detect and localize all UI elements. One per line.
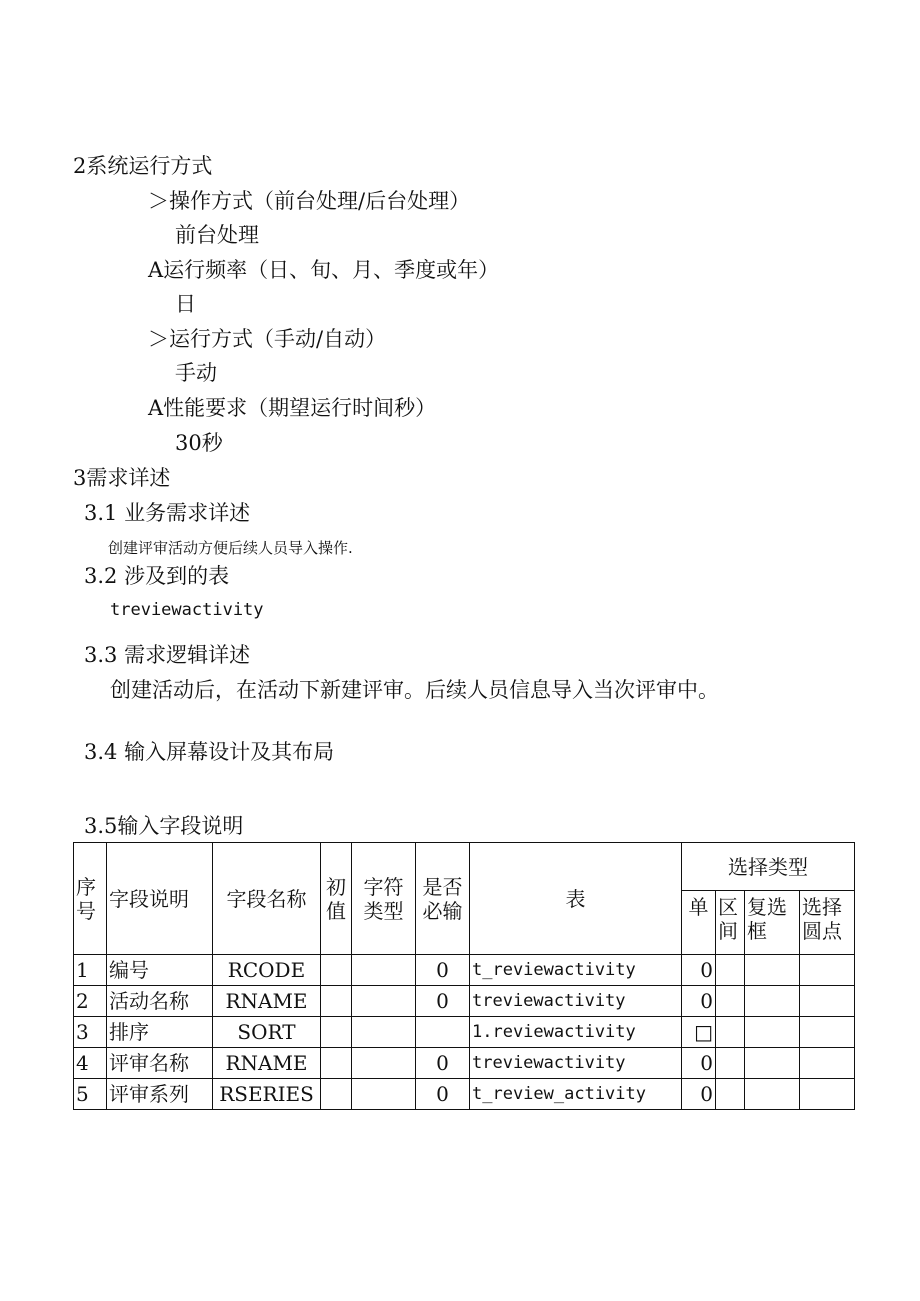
cell-init xyxy=(321,1079,352,1110)
cell-table: t_review_activity xyxy=(470,1079,682,1110)
run-method-label: ＞运行方式（手动/自动） xyxy=(148,327,387,351)
section-3-5-title: 3.5输入字段说明 xyxy=(84,814,244,838)
header-table: 表 xyxy=(470,843,682,955)
performance-value: 30秒 xyxy=(175,431,223,455)
cell-init xyxy=(321,1017,352,1048)
cell-required xyxy=(416,1017,470,1048)
cell-range xyxy=(716,1048,745,1079)
cell-name: SORT xyxy=(213,1017,321,1048)
cell-radio xyxy=(800,986,855,1017)
operation-mode-value: 前台处理 xyxy=(175,223,259,247)
table-row xyxy=(74,1048,855,1079)
run-frequency-value: 日 xyxy=(175,292,196,316)
cell-desc: 评审系列 xyxy=(107,1079,213,1110)
cell-name: RNAME xyxy=(213,1048,321,1079)
cell-single: 0 xyxy=(682,1079,716,1110)
header-checkbox: 复选框 xyxy=(745,891,800,955)
section-3-2-title: 3.2 涉及到的表 xyxy=(84,564,230,588)
cell-radio xyxy=(800,1079,855,1110)
run-method-value: 手动 xyxy=(175,361,217,385)
cell-checkbox xyxy=(745,986,800,1017)
header-initial-value: 初值 xyxy=(321,843,352,955)
cell-name: RNAME xyxy=(213,986,321,1017)
cell-desc: 活动名称 xyxy=(107,986,213,1017)
cell-single: 0 xyxy=(682,955,716,986)
run-frequency-label: A运行频率（日、旬、月、季度或年） xyxy=(148,258,500,282)
header-single: 单 xyxy=(682,891,716,955)
header-required: 是否必输 xyxy=(416,843,470,955)
cell-single: 0 xyxy=(682,986,716,1017)
cell-single: 0 xyxy=(682,1048,716,1079)
cell-init xyxy=(321,1048,352,1079)
cell-range xyxy=(716,955,745,986)
cell-checkbox xyxy=(745,1048,800,1079)
cell-radio xyxy=(800,955,855,986)
header-field-desc: 字段说明 xyxy=(107,843,213,955)
table-row xyxy=(74,1079,855,1110)
cell-desc: 排序 xyxy=(107,1017,213,1048)
table-row xyxy=(74,986,855,1017)
table-row xyxy=(74,955,855,986)
cell-seq: 5 xyxy=(74,1079,107,1110)
section-3-1-title: 3.1 业务需求详述 xyxy=(84,501,251,525)
cell-single: □ xyxy=(682,1017,716,1048)
cell-radio xyxy=(800,1017,855,1048)
cell-name: RCODE xyxy=(213,955,321,986)
cell-seq: 4 xyxy=(74,1048,107,1079)
cell-ctype xyxy=(352,986,416,1017)
cell-ctype xyxy=(352,955,416,986)
cell-required: 0 xyxy=(416,986,470,1017)
cell-required: 0 xyxy=(416,1079,470,1110)
table-row xyxy=(74,1017,855,1048)
header-range: 区间 xyxy=(716,891,745,955)
header-field-name: 字段名称 xyxy=(213,843,321,955)
header-seq: 序号 xyxy=(74,843,107,955)
cell-checkbox xyxy=(745,955,800,986)
section-3-3-title: 3.3 需求逻辑详述 xyxy=(84,643,251,667)
section-3-3-body: 创建活动后，在活动下新建评审。后续人员信息导入当次评审中。 xyxy=(110,678,719,702)
cell-ctype xyxy=(352,1017,416,1048)
cell-required: 0 xyxy=(416,955,470,986)
cell-seq: 1 xyxy=(74,955,107,986)
header-select-type: 选择类型 xyxy=(682,843,855,891)
cell-init xyxy=(321,986,352,1017)
input-fields-table xyxy=(73,842,855,1110)
cell-range xyxy=(716,1079,745,1110)
cell-name: RSERIES xyxy=(213,1079,321,1110)
cell-table: treviewactivity xyxy=(470,1048,682,1079)
cell-ctype xyxy=(352,1079,416,1110)
cell-required: 0 xyxy=(416,1048,470,1079)
cell-desc: 评审名称 xyxy=(107,1048,213,1079)
header-char-type: 字符类型 xyxy=(352,843,416,955)
cell-range xyxy=(716,1017,745,1048)
cell-init xyxy=(321,955,352,986)
cell-table: t_reviewactivity xyxy=(470,955,682,986)
cell-range xyxy=(716,986,745,1017)
cell-seq: 2 xyxy=(74,986,107,1017)
section-3-2-body: treviewactivity xyxy=(110,600,264,620)
header-radio: 选择圆点 xyxy=(800,891,855,955)
operation-mode-label: ＞操作方式（前台处理/后台处理） xyxy=(148,189,471,213)
cell-radio xyxy=(800,1048,855,1079)
section-3-title: 3需求详述 xyxy=(73,466,171,490)
cell-checkbox xyxy=(745,1079,800,1110)
cell-seq: 3 xyxy=(74,1017,107,1048)
performance-label: A性能要求（期望运行时间秒） xyxy=(148,396,437,420)
cell-table: treviewactivity xyxy=(470,986,682,1017)
section-3-4-title: 3.4 输入屏幕设计及其布局 xyxy=(84,740,335,764)
cell-ctype xyxy=(352,1048,416,1079)
cell-checkbox xyxy=(745,1017,800,1048)
section-3-1-body: 创建评审活动方便后续人员导入操作. xyxy=(108,539,353,557)
cell-table: 1.reviewactivity xyxy=(470,1017,682,1048)
cell-desc: 编号 xyxy=(107,955,213,986)
section-2-title: 2系统运行方式 xyxy=(73,154,213,178)
